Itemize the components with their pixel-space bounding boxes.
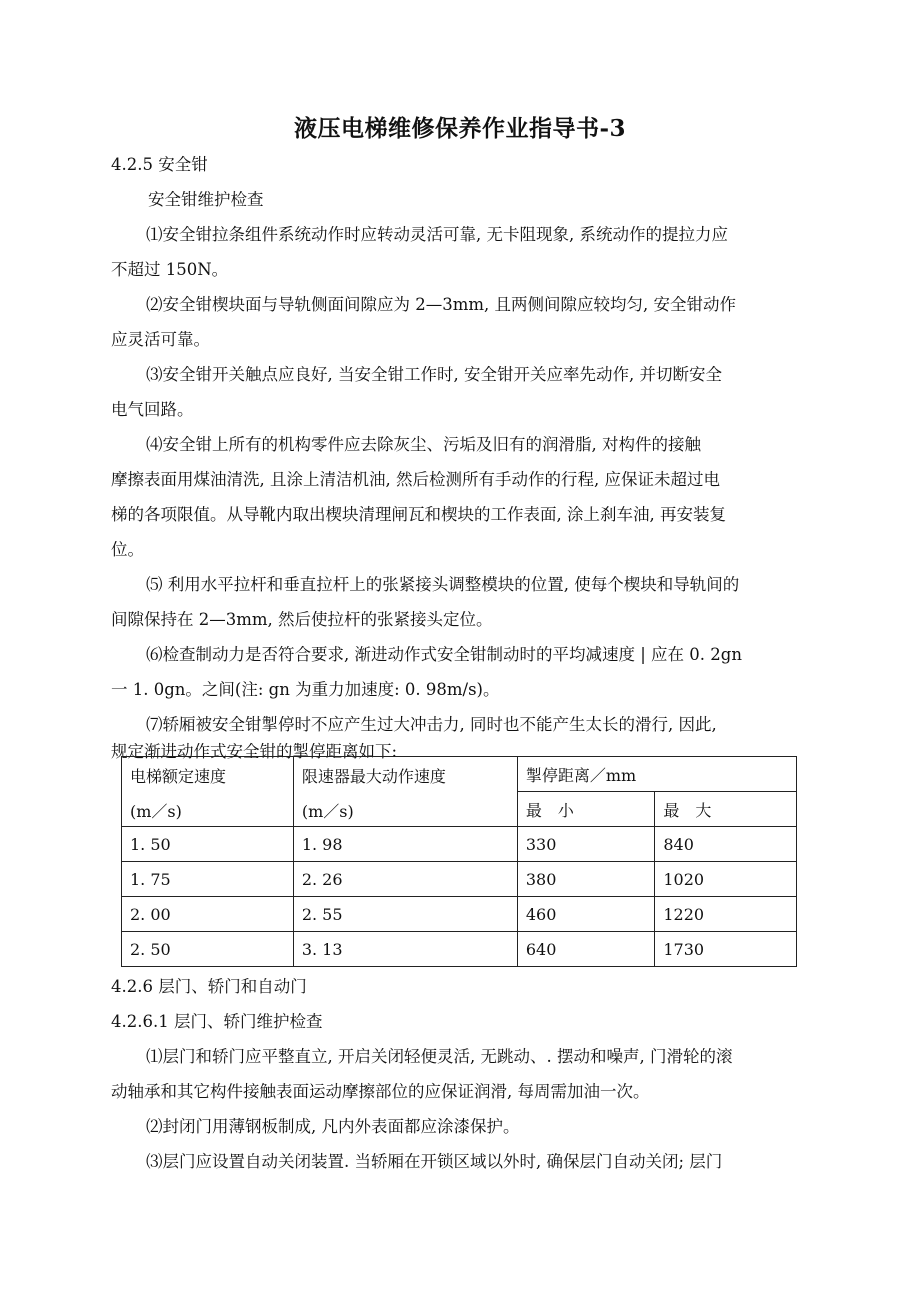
cell-limiter-speed: 2. 26 — [293, 862, 517, 897]
cell-max-distance: 1220 — [655, 897, 797, 932]
section-heading-4-2-6: 4.2.6 层门、轿门和自动门 — [111, 977, 307, 996]
header-limiter-speed-label: 限速器最大动作速度 — [301, 766, 446, 786]
section-heading-4-2-6-1: 4.2.6.1 层门、轿门维护检查 — [111, 1012, 323, 1031]
cell-rated-speed: 1. 50 — [122, 827, 294, 862]
paragraph-2-line-2: 应灵活可靠。 — [111, 330, 210, 349]
doors-paragraph-1-line-1: ⑴层门和轿门应平整直立, 开启关闭轻便灵活, 无跳动、. 摆动和噪声, 门滑轮的滚 — [146, 1047, 733, 1066]
stopping-distance-table — [121, 756, 797, 967]
header-max: 最 大 — [655, 792, 797, 827]
header-rated-speed-label: 电梯额定速度 — [130, 766, 227, 786]
paragraph-7-line-2: 规定渐进动作式安全钳的掣停距离如下: — [111, 742, 398, 761]
header-rated-speed — [122, 757, 294, 827]
table-row — [122, 827, 797, 862]
paragraph-4-line-4: 位。 — [111, 540, 144, 559]
cell-rated-speed: 2. 50 — [122, 932, 294, 967]
cell-max-distance: 1020 — [655, 862, 797, 897]
doors-paragraph-3-line-1: ⑶层门应设置自动关闭装置. 当轿厢在开锁区域以外时, 确保层门自动关闭; 层门 — [146, 1152, 723, 1171]
paragraph-5-line-1: ⑸ 利用水平拉杆和垂直拉杆上的张紧接头调整模块的位置, 使每个楔块和导轨间的 — [146, 575, 740, 594]
paragraph-7-line-1: ⑺轿厢被安全钳掣停时不应产生过大冲击力, 同时也不能产生太长的滑行, 因此, — [146, 715, 717, 734]
cell-max-distance: 1730 — [655, 932, 797, 967]
cell-limiter-speed: 2. 55 — [293, 897, 517, 932]
paragraph-1-line-1: ⑴安全钳拉条组件系统动作时应转动灵活可靠, 无卡阻现象, 系统动作的提拉力应 — [146, 225, 728, 244]
cell-max-distance: 840 — [655, 827, 797, 862]
cell-rated-speed: 1. 75 — [122, 862, 294, 897]
cell-limiter-speed: 1. 98 — [293, 827, 517, 862]
paragraph-2-line-1: ⑵安全钳楔块面与导轨侧面间隙应为 2—3mm, 且两侧间隙应较均匀, 安全钳动作 — [146, 295, 737, 314]
paragraph-5-line-2: 间隙保持在 2—3mm, 然后使拉杆的张紧接头定位。 — [111, 610, 493, 629]
cell-min-distance: 330 — [517, 827, 655, 862]
table-row — [122, 897, 797, 932]
header-rated-speed-unit: (m／s) — [130, 801, 182, 821]
header-limiter-speed-unit: (m／s) — [301, 801, 354, 821]
doors-paragraph-1-line-2: 动轴承和其它构件接触表面运动摩擦部位的应保证润滑, 每周需加油一次。 — [111, 1082, 650, 1101]
section-heading-4-2-5: 4.2.5 安全钳 — [111, 155, 208, 174]
paragraph-1-line-2: 不超过 150N。 — [111, 260, 229, 279]
table-header-row — [122, 757, 797, 792]
table-row — [122, 932, 797, 967]
paragraph-4-line-3: 梯的各项限值。从导靴内取出楔块清理闸瓦和楔块的工作表面, 涂上刹车油, 再安装复 — [111, 505, 726, 524]
paragraph-6-line-1: ⑹检查制动力是否符合要求, 渐进动作式安全钳制动时的平均减速度 | 应在 0. 2gn — [146, 645, 742, 664]
paragraph-4-line-2: 摩擦表面用煤油清洗, 且涂上清洁机油, 然后检测所有手动作的行程, 应保证未超过电 — [111, 470, 720, 489]
header-stop-distance: 掣停距离／mm — [517, 757, 796, 792]
document-title: 液压电梯维修保养作业指导书-3 — [293, 115, 627, 142]
paragraph-3-line-1: ⑶安全钳开关触点应良好, 当安全钳工作时, 安全钳开关应率先动作, 并切断安全 — [146, 365, 722, 384]
cell-limiter-speed: 3. 13 — [293, 932, 517, 967]
subsection-heading: 安全钳维护检查 — [148, 190, 264, 209]
cell-rated-speed: 2. 00 — [122, 897, 294, 932]
doors-paragraph-2-line-1: ⑵封闭门用薄钢板制成, 凡内外表面都应涂漆保护。 — [146, 1117, 520, 1136]
paragraph-4-line-1: ⑷安全钳上所有的机构零件应去除灰尘、污垢及旧有的润滑脂, 对构件的接触 — [146, 435, 701, 454]
header-limiter-speed — [293, 757, 517, 827]
cell-min-distance: 380 — [517, 862, 655, 897]
paragraph-6-line-2: 一 1. 0gn。之间(注: gn 为重力加速度: 0. 98m/s)。 — [111, 680, 500, 699]
paragraph-3-line-2: 电气回路。 — [111, 400, 194, 419]
table-row — [122, 862, 797, 897]
cell-min-distance: 640 — [517, 932, 655, 967]
cell-min-distance: 460 — [517, 897, 655, 932]
header-min: 最 小 — [517, 792, 655, 827]
